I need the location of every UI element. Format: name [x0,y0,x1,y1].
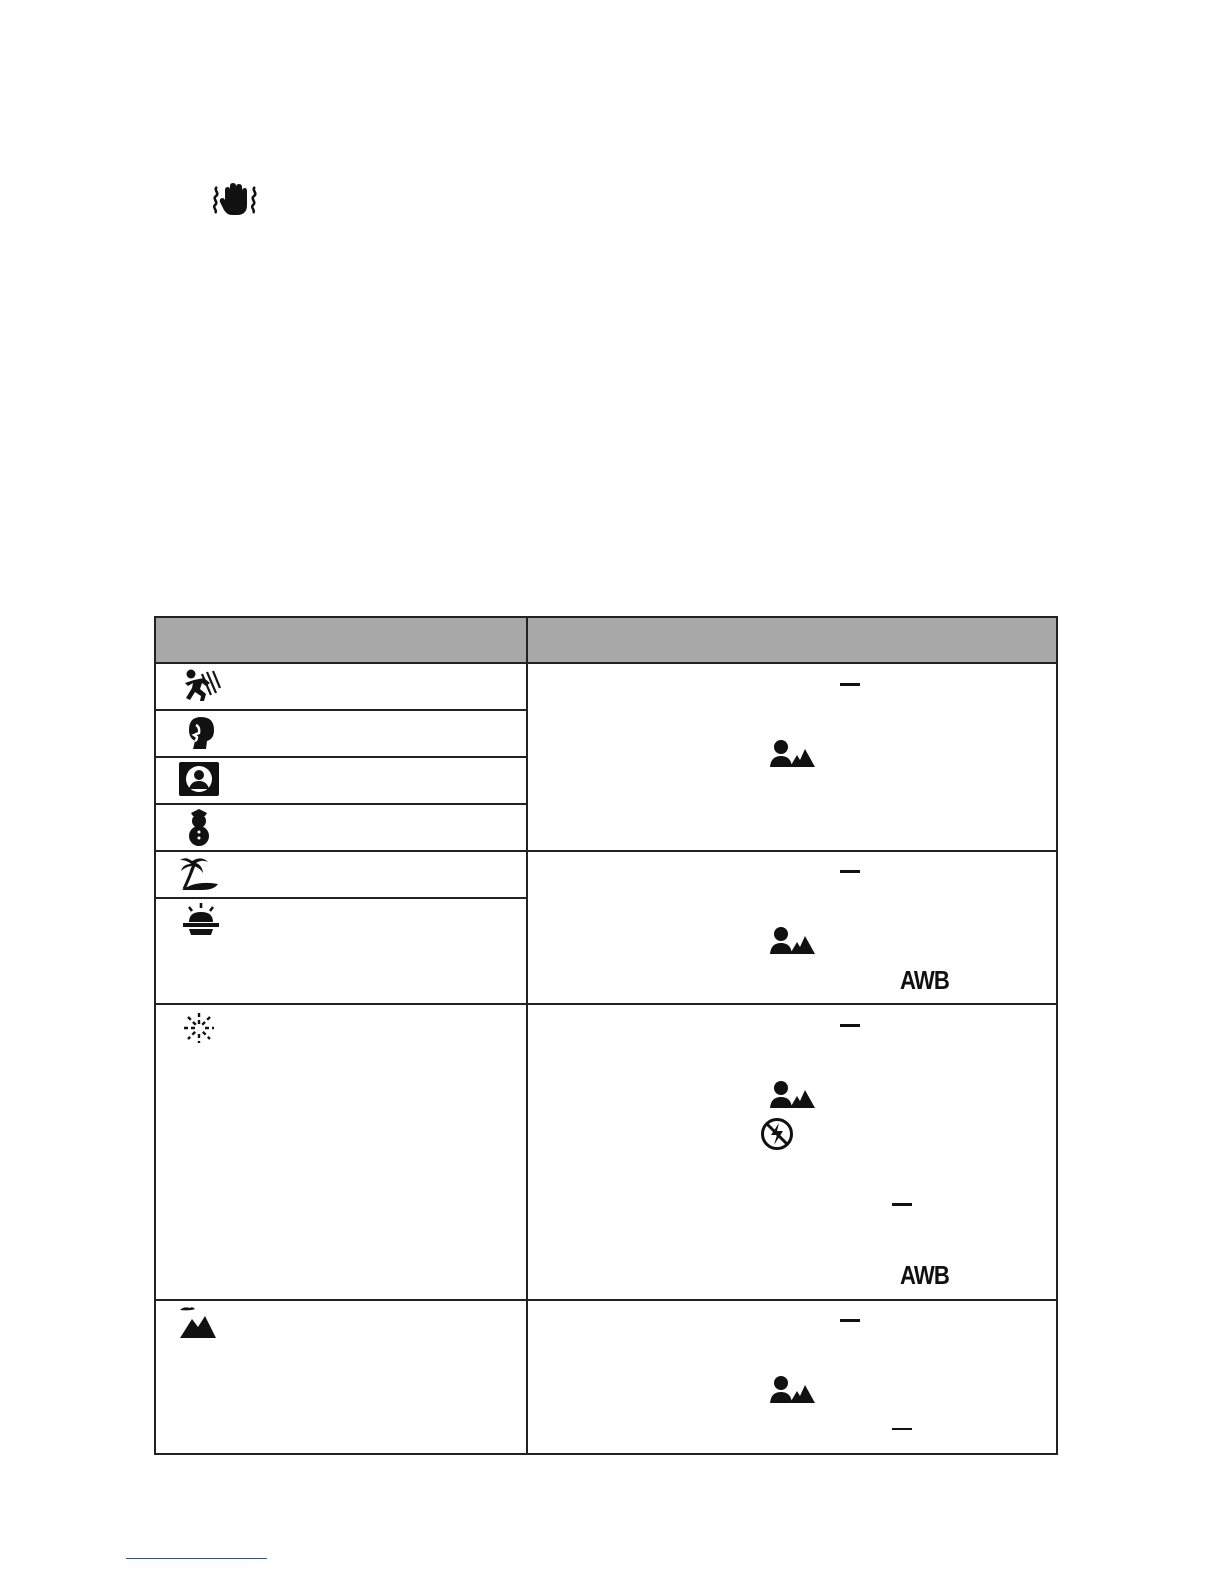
table-header-divider [155,662,1058,664]
row-divider [155,756,527,758]
minus-symbol [892,1203,912,1206]
table-border-right [1056,616,1058,1455]
minus-symbol [840,1319,860,1322]
table-header-left [156,617,526,663]
group-divider [155,850,1058,852]
portrait-icon [183,715,219,751]
minus-symbol [892,1428,912,1430]
metering-portrait-landscape-icon [770,926,816,956]
metering-portrait-landscape-icon [770,1080,816,1110]
fireworks-icon [183,1012,215,1044]
table-header-right [528,617,1056,663]
sport-icon [180,668,222,704]
table-border-bottom [155,1453,1058,1455]
footer-link-underline[interactable] [126,1558,267,1559]
metering-portrait-landscape-icon [770,739,816,769]
sunset-icon [181,902,221,938]
minus-symbol [840,683,860,686]
group-divider [155,1299,1058,1301]
awb-label: AWB [900,1260,950,1290]
snow-icon [184,808,214,846]
table-border-left [154,616,156,1455]
group-divider [155,1003,1058,1005]
minus-symbol [840,1024,860,1027]
row-divider [155,709,527,711]
minus-symbol [840,870,860,873]
flash-off-icon [760,1117,794,1151]
beach-icon [178,856,220,892]
table-column-divider [526,616,528,1455]
landscape-icon [178,1304,218,1340]
metering-portrait-landscape-icon [770,1375,816,1405]
awb-label: AWB [900,965,950,995]
anti-shake-hand-icon [210,183,262,217]
row-divider [155,897,527,899]
night-portrait-icon [179,762,219,796]
table-border-top [155,616,1058,618]
row-divider [155,803,527,805]
